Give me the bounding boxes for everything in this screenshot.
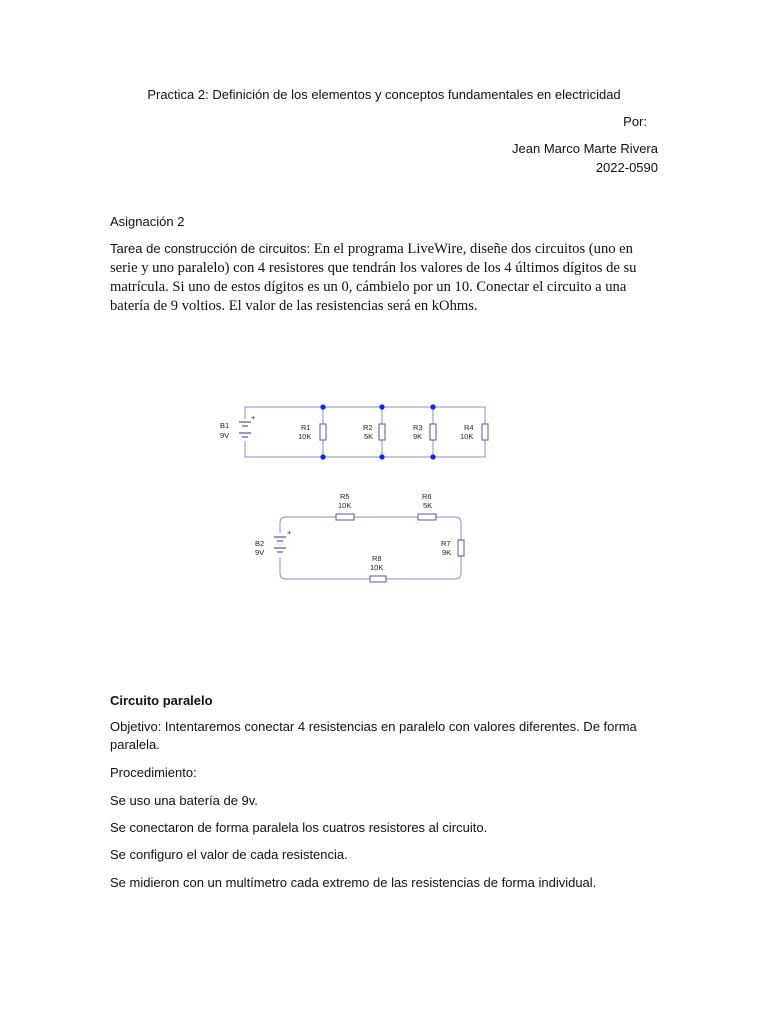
task-text: En el programa LiveWire, diseñe dos circuitos (uno en serie y uno paralelo) con 4 resistores que tendrán los valores de los 4 últimos dígitos de su matrícula. Si uno de estos dígitos es un 0, cámbielo por un 10. Conectar el circuito a una batería de 9 voltios. El valor de las resistencias será en kOhms. xyxy=(110,241,637,314)
r4-name: R4 xyxy=(464,423,474,432)
resistor-r3 xyxy=(430,424,436,440)
procedure-label: Procedimiento: xyxy=(110,765,197,780)
r1-value: 10K xyxy=(298,432,312,441)
resistor-r6 xyxy=(418,514,436,520)
resistor-r4 xyxy=(482,424,488,440)
resistor-r2 xyxy=(379,424,385,440)
resistor-r1 xyxy=(320,424,326,440)
b2-plus: + xyxy=(287,528,292,537)
b1-value: 9V xyxy=(220,431,230,440)
author-name: Jean Marco Marte Rivera xyxy=(512,141,658,156)
r2-name: R2 xyxy=(363,423,373,432)
battery-b1 xyxy=(238,413,256,441)
b2-name: B2 xyxy=(255,539,265,548)
por-label: Por: xyxy=(623,114,647,129)
resistor-r5 xyxy=(336,514,354,520)
section-title: Circuito paralelo xyxy=(110,693,213,708)
r5-name: R5 xyxy=(340,492,350,501)
r7-name: R7 xyxy=(441,539,451,548)
r3-name: R3 xyxy=(413,423,423,432)
document-title: Practica 2: Definición de los elementos y conceptos fundamentales en electricidad xyxy=(147,87,621,102)
student-id: 2022-0590 xyxy=(595,160,658,175)
resistor-r7 xyxy=(458,540,464,556)
r1-name: R1 xyxy=(301,423,311,432)
task-lead: Tarea de construcción de circuitos: xyxy=(110,241,311,256)
r3-value: 9K xyxy=(413,432,423,441)
b1-plus: + xyxy=(251,413,256,422)
r6-name: R6 xyxy=(422,492,432,501)
procedure-step-3: Se configuro el valor de cada resistencia. xyxy=(110,847,348,862)
r8-value: 10K xyxy=(370,563,384,572)
r6-value: 5K xyxy=(423,501,433,510)
battery-b2 xyxy=(273,528,292,557)
procedure-step-4: Se midieron con un multímetro cada extremo de las resistencias de forma individual. xyxy=(110,875,597,890)
b1-name: B1 xyxy=(220,421,230,430)
r4-value: 10K xyxy=(460,432,474,441)
resistor-r8 xyxy=(370,576,386,582)
assignment-label: Asignación 2 xyxy=(110,214,185,229)
r2-value: 5K xyxy=(364,432,374,441)
procedure-step-1: Se uso una batería de 9v. xyxy=(110,793,258,808)
r5-value: 10K xyxy=(338,501,352,510)
task-description xyxy=(110,239,658,316)
r7-value: 9K xyxy=(442,548,452,557)
objective-text: Objetivo: Intentaremos conectar 4 resistencias en paralelo con valores diferentes. De forma paralela. xyxy=(110,719,637,752)
b2-value: 9V xyxy=(255,548,265,557)
circuit-diagrams xyxy=(0,395,768,595)
r8-name: R8 xyxy=(372,554,382,563)
procedure-step-2: Se conectaron de forma paralela los cuatros resistores al circuito. xyxy=(110,820,488,835)
